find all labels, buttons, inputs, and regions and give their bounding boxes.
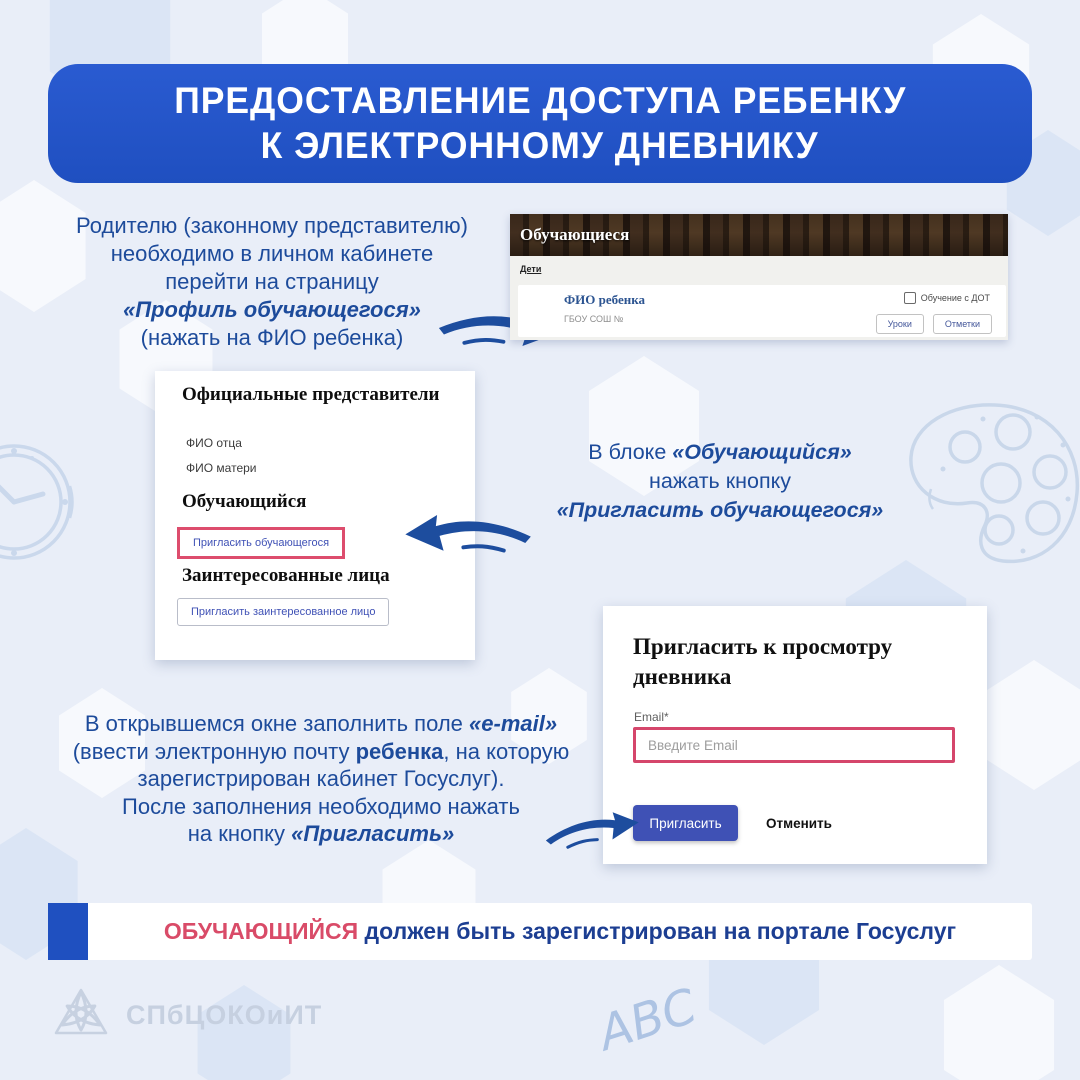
invite-interested-button[interactable]: Пригласить заинтересованное лицо xyxy=(177,598,389,626)
breadcrumb xyxy=(510,256,1008,282)
step3-instruction xyxy=(38,710,604,848)
interested-heading: Заинтересованные лица xyxy=(182,565,390,586)
palette-icon xyxy=(903,399,1080,574)
email-emphasis: «e-mail» xyxy=(469,711,558,736)
step1-line: (нажать на ФИО ребенка) xyxy=(140,325,404,350)
screenshot-header-title: Обучающиеся xyxy=(520,225,630,244)
step3-line: После заполнения необходимо нажать xyxy=(122,793,520,819)
title-line1: ПРЕДОСТАВЛЕНИЕ ДОСТУПА РЕБЕНКУ xyxy=(173,80,907,121)
mother-name: ФИО матери xyxy=(186,461,257,475)
step2-line: нажать кнопку xyxy=(649,469,791,493)
arrow-right-icon xyxy=(543,799,641,851)
lessons-button[interactable]: Уроки xyxy=(876,314,924,334)
step3-line: на кнопку «Пригласить» xyxy=(187,821,455,846)
diary-screenshot xyxy=(510,214,1008,340)
invite-modal xyxy=(603,606,987,864)
abc-watermark: ABC xyxy=(591,978,704,1062)
invite-button[interactable]: Пригласить xyxy=(633,805,738,841)
email-field[interactable] xyxy=(633,727,955,763)
step1-line: Родителю (законному представителю) xyxy=(76,213,468,238)
triquetra-logo-icon xyxy=(50,984,112,1046)
student-name-link[interactable]: ФИО ребенка xyxy=(564,292,646,307)
step1-profile-emphasis: «Профиль обучающегося» xyxy=(123,297,421,322)
screenshot-header xyxy=(510,214,1008,256)
cancel-button[interactable]: Отменить xyxy=(758,805,840,841)
student-highlight: ОБУЧАЮЩИЙСЯ xyxy=(163,918,359,944)
step1-instruction xyxy=(52,212,492,352)
marks-button[interactable]: Отметки xyxy=(933,314,992,334)
child-emphasis: ребенка xyxy=(355,738,444,764)
step3-line: зарегистрирован кабинет Госуслуг). xyxy=(137,766,505,791)
student-heading: Обучающийся xyxy=(182,491,307,512)
organization-name: СПбЦОКОиИТ xyxy=(126,999,323,1030)
step3-line: В открывшемся окне заполнить поле «e-mail» xyxy=(84,711,558,736)
step2-instruction xyxy=(518,438,922,525)
invite-emphasis: «Пригласить» xyxy=(291,821,455,846)
hexagon-decoration xyxy=(935,965,1063,1080)
step2-student-emphasis: «Обучающийся» xyxy=(672,440,852,464)
note-accent-square xyxy=(48,903,88,960)
step3-line: (ввести электронную почту ребенка, на которую xyxy=(72,738,570,764)
title-line2: К ЭЛЕКТРОННОМУ ДНЕВНИКУ xyxy=(261,125,819,166)
step1-line: необходимо в личном кабинете xyxy=(110,241,434,266)
children-link[interactable]: Дети xyxy=(520,264,542,274)
organization-logo xyxy=(50,984,322,1046)
footer-note xyxy=(48,903,1032,960)
step1-line: перейти на страницу xyxy=(165,269,379,294)
arrow-left-icon xyxy=(398,497,536,557)
step2-invite-emphasis: «Пригласить обучающегося» xyxy=(556,498,884,522)
father-name: ФИО отца xyxy=(186,436,242,450)
clock-icon xyxy=(0,436,86,570)
representatives-heading: Официальные представители xyxy=(182,384,440,405)
title-banner xyxy=(48,64,1032,183)
school-name: ГБОУ СОШ № xyxy=(564,314,624,324)
modal-title: Пригласить к просмотру дневника xyxy=(633,634,893,689)
dot-checkbox[interactable] xyxy=(904,292,916,304)
footer-note-text: ОБУЧАЮЩИЙСЯ должен быть зарегистрирован на портале Госуслуг xyxy=(163,918,957,944)
step2-line: В блоке «Обучающийся» xyxy=(588,440,852,464)
student-card xyxy=(518,285,1006,337)
invite-student-button[interactable]: Пригласить обучающегося xyxy=(177,527,345,559)
hexagon-decoration xyxy=(975,660,1080,790)
email-label: Email* xyxy=(634,710,669,724)
dot-checkbox-label: Обучение с ДОТ xyxy=(920,293,990,303)
